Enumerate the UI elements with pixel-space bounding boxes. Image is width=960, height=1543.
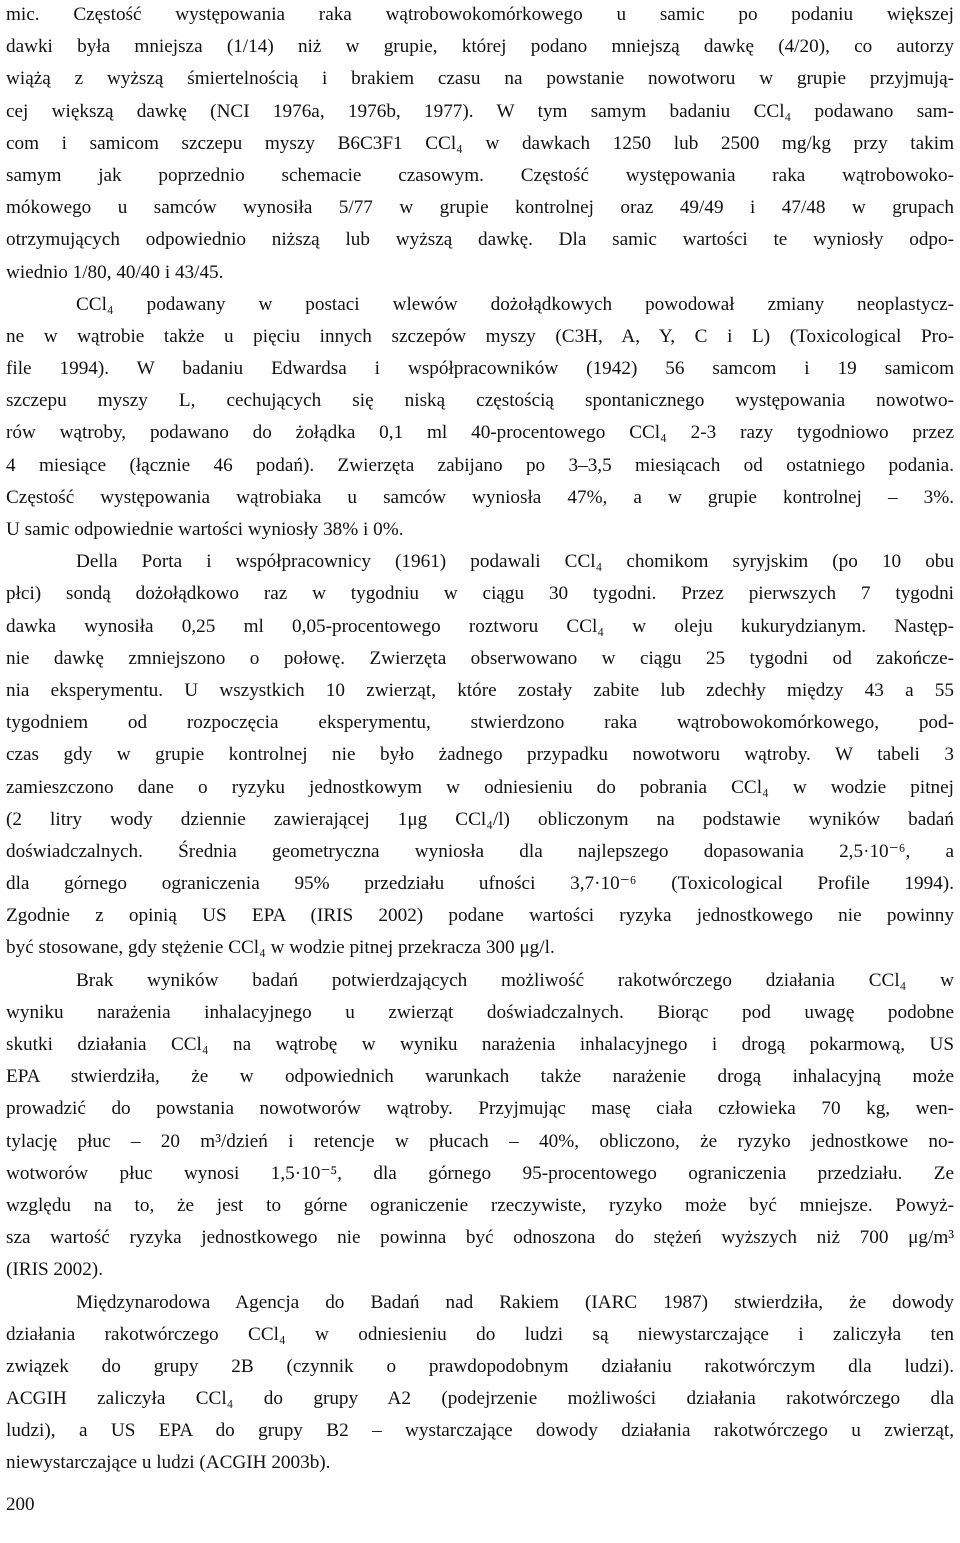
text-line: Międzynarodowa Agencja do Badań nad Rakiem (IARC 1987) stwierdziła, że dowody (76, 1291, 954, 1313)
text-line: skutki działania CCl₄ na wątrobę w wyniku narażenia inhalacyjnego i drogą pokarmową, US (6, 1034, 954, 1055)
text-line: CCl₄ podawany w postaci wlewów dożołądkowych powodował zmiany neoplastycz- (76, 293, 954, 315)
text-line: ACGIH zaliczyła CCl₄ do grupy A2 (podejrzenie możliwości działania rakotwórczego dla (6, 1388, 954, 1410)
text-line: czas gdy w grupie kontrolnej nie było żadnego przypadku nowotworu wątroby. W tabeli 3 (6, 744, 954, 766)
text-line: wotworów płuc wynosi 1,5·10⁻⁵, dla górnego 95-procentowego ograniczenia przedziału. Ze (6, 1162, 954, 1184)
text-line: ne w wątrobie także u pięciu innych szczepów myszy (C3H, A, Y, C i L) (Toxicological Pro- (6, 325, 954, 347)
text-line: szczepu myszy L, cechujących się niską częstością spontanicznego występowania nowotwo- (6, 390, 954, 412)
text-line: (2 litry wody dziennie zawierającej 1μg CCl₄/l) obliczonym na podstawie wyników badań (6, 808, 954, 830)
text-line: tylację płuc – 20 m³/dzień i retencje w płucach – 40%, obliczono, że ryzyko jednostkowe no- (6, 1130, 954, 1152)
text-line: Della Porta i współpracownicy (1961) podawali CCl₄ chomikom syryjskim (po 10 obu (76, 551, 954, 573)
text-line: wyniku narażenia inhalacyjnego u zwierząt doświadczalnych. Biorąc pod uwagę podobne (6, 1001, 954, 1023)
text-line: nia eksperymentu. U wszystkich 10 zwierząt, które zostały zabite lub zdechły między 43 a 55 (6, 679, 954, 701)
text-line: mókowego u samców wynosiła 5/77 w grupie kontrolnej oraz 49/49 i 47/48 w grupach (6, 197, 954, 219)
text-line: wiednio 1/80, 40/40 i 43/45. (6, 261, 224, 283)
text-line: zamieszczono dane o ryzyku jednostkowym w odniesieniu do pobrania CCl₄ w wodzie pitnej (6, 776, 954, 798)
text-line: cej większą dawkę (NCI 1976a, 1976b, 1977). W tym samym badaniu CCl₄ podawano sam- (6, 100, 954, 122)
text-line: działania rakotwórczego CCl₄ w odniesieniu do ludzi są niewystarczające i zaliczyła ten (6, 1323, 954, 1345)
text-line: Zgodnie z opinią US EPA (IRIS 2002) podane wartości ryzyka jednostkowego nie powinny (6, 905, 954, 927)
text-line: ludzi), a US EPA do grupy B2 – wystarczające dowody działania rakotwórczego u zwierząt, (6, 1420, 954, 1442)
page-number: 200 (6, 1494, 35, 1515)
text-line: prowadzić do powstania nowotworów wątroby. Przyjmując masę ciała człowieka 70 kg, wen- (6, 1098, 954, 1120)
text-line: sza wartość ryzyka jednostkowego nie powinna być odnoszona do stężeń wyższych niż 700 μg/m³ (6, 1227, 954, 1249)
text-line: płci) sondą dożołądkowo raz w tygodniu w ciągu 30 tygodni. Przez pierwszych 7 tygodni (6, 583, 954, 605)
text-line: file 1994). W badaniu Edwardsa i współpracowników (1942) 56 samcom i 19 samicom (6, 358, 954, 380)
text-line: być stosowane, gdy stężenie CCl₄ w wodzie pitnej przekracza 300 μg/l. (6, 937, 555, 959)
text-line: mic. Częstość występowania raka wątrobowokomórkowego u samic po podaniu większej (6, 4, 954, 25)
text-line: dla górnego ograniczenia 95% przedziału ufności 3,7·10⁻⁶ (Toxicological Profile 1994). (6, 873, 954, 895)
text-line: com i samicom szczepu myszy B6C3F1 CCl₄ w dawkach 1250 lub 2500 mg/kg przy takim (6, 132, 954, 154)
text-line: dawka wynosiła 0,25 ml 0,05-procentowego roztworu CCl₄ w oleju kukurydzianym. Następ- (6, 615, 954, 637)
text-line: EPA stwierdziła, że w odpowiednich warunkach także narażenie drogą inhalacyjną może (6, 1066, 954, 1088)
text-line: Brak wyników badań potwierdzających możliwość rakotwórczego działania CCl₄ w (76, 969, 954, 991)
text-line: związek do grupy 2B (czynnik o prawdopodobnym działaniu rakotwórczym dla ludzi). (6, 1355, 954, 1377)
text-line: samym jak poprzednio schemacie czasowym. Częstość występowania raka wątrobowoko- (6, 164, 954, 186)
text-line: (IRIS 2002). (6, 1259, 103, 1281)
text-line: doświadczalnych. Średnia geometryczna wyniosła dla najlepszego dopasowania 2,5·10⁻⁶, a (6, 840, 954, 862)
text-line: tygodniem od rozpoczęcia eksperymentu, stwierdzono raka wątrobowokomórkowego, pod- (6, 712, 954, 734)
body-text (6, 0, 954, 1481)
text-line: nie dawkę zmniejszono o połowę. Zwierzęta obserwowano w ciągu 25 tygodni od zakończe- (6, 647, 954, 669)
text-line: dawki była mniejsza (1/14) niż w grupie, której podano mniejszą dawkę (4/20), co autorzy (6, 36, 954, 58)
text-line: U samic odpowiednie wartości wyniosły 38% i 0%. (6, 519, 404, 540)
text-line: względu na to, że jest to górne ograniczenie rzeczywiste, ryzyko może być mniejsze. Powyż- (6, 1194, 954, 1216)
text-line: niewystarczające u ludzi (ACGIH 2003b). (6, 1452, 331, 1474)
text-line: Częstość występowania wątrobiaka u samców wyniosła 47%, a w grupie kontrolnej – 3%. (6, 486, 954, 508)
text-line: rów wątroby, podawano do żołądka 0,1 ml 40-procentowego CCl₄ 2-3 razy tygodniowo przez (6, 422, 954, 444)
text-line: wiążą z wyższą śmiertelnością i brakiem czasu na powstanie nowotworu w grupie przyjmują- (6, 68, 954, 90)
text-line: 4 miesiące (łącznie 46 podań). Zwierzęta zabijano po 3–3,5 miesiącach od ostatniego podania. (6, 454, 954, 476)
text-line: otrzymujących odpowiednio niższą lub wyższą dawkę. Dla samic wartości te wyniosły odpo- (6, 229, 954, 251)
